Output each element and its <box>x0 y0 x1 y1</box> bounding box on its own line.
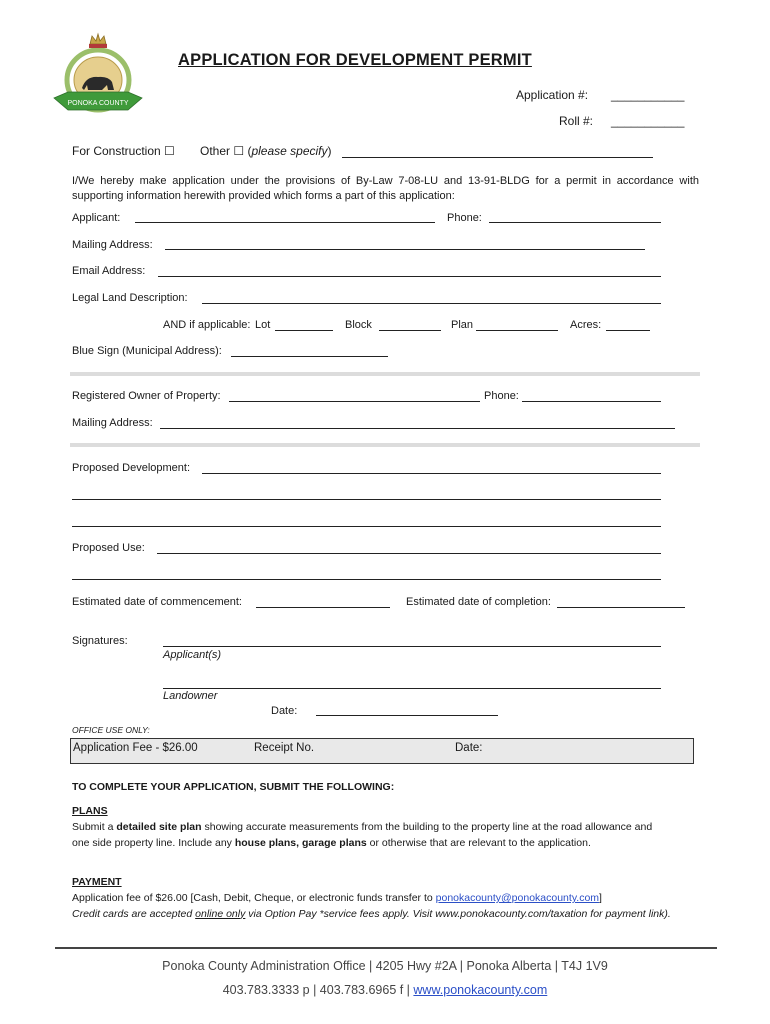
footer-phones: 403.783.3333 p | 403.783.6965 f | <box>222 983 414 997</box>
for-construction-label: For Construction <box>72 144 161 158</box>
section-divider <box>70 443 700 447</box>
other-label: Other <box>200 144 231 158</box>
plans-bold-house-plans: house plans, garage plans <box>234 836 367 849</box>
email-address-field[interactable] <box>158 276 661 277</box>
type-row <box>72 144 175 158</box>
payment-online-only: online only <box>195 907 246 920</box>
owner-phone-label: Phone: <box>484 390 519 402</box>
please-specify-text: please specify <box>251 144 328 158</box>
mailing-address-field[interactable] <box>165 249 645 250</box>
plan-label: Plan <box>451 319 474 331</box>
lot-label: Lot <box>255 319 271 331</box>
other-row <box>200 144 332 158</box>
office-date-label: Date: <box>455 742 483 754</box>
application-fee-text: Application Fee - $26.00 <box>73 742 198 754</box>
applicant-phone-field[interactable] <box>489 222 661 223</box>
application-number-field[interactable]: ___________ <box>611 88 685 102</box>
and-if-applicable-label: AND if applicable: <box>163 319 251 331</box>
instructions-heading: TO COMPLETE YOUR APPLICATION, SUBMIT THE FOLLOWING: <box>72 781 395 793</box>
applicant-field[interactable] <box>135 222 435 223</box>
intro-paragraph: I/We hereby make application under the provisions of By-Law 7-08-LU and 13-91-BLDG for a permit in accordance with supporting information herewith provided which forms a part of this application: <box>72 175 699 202</box>
block-field[interactable] <box>379 330 441 331</box>
blue-sign-label: Blue Sign (Municipal Address): <box>72 345 222 357</box>
landowner-signature-caption: Landowner <box>163 690 218 702</box>
applicant-signature-caption: Applicant(s) <box>163 649 222 661</box>
other-specify-line[interactable] <box>342 157 653 158</box>
signature-date-field[interactable] <box>316 715 498 716</box>
payment-text-2: ] <box>599 892 602 904</box>
legal-land-field[interactable] <box>202 303 661 304</box>
payment-text-1: Application fee of $26.00 [Cash, Debit, Cheque, or electronic funds transfer to <box>72 892 436 904</box>
payment-italic-2: via Option Pay *service fees apply. Visit www.ponokacounty.com/taxation for payment link). <box>245 907 671 920</box>
proposed-development-field[interactable] <box>202 473 661 474</box>
office-use-heading: OFFICE USE ONLY: <box>72 725 150 735</box>
block-label: Block <box>345 319 372 331</box>
proposed-use-label: Proposed Use: <box>72 542 145 554</box>
receipt-number-label: Receipt No. <box>254 742 315 754</box>
landowner-signature-line[interactable] <box>163 688 661 689</box>
footer-contact <box>0 983 770 997</box>
acres-field[interactable] <box>606 330 650 331</box>
signature-date-label: Date: <box>271 705 298 717</box>
payment-italic-1: Credit cards are accepted <box>72 907 196 920</box>
proposed-development-line-2[interactable] <box>72 499 661 500</box>
footer-address: Ponoka County Administration Office | 4205 Hwy #2A | Ponoka Alberta | T4J 1V9 <box>162 959 608 973</box>
roll-number-field[interactable]: ___________ <box>611 114 685 128</box>
specify-close-paren: ) <box>327 144 332 158</box>
proposed-use-field[interactable] <box>157 553 661 554</box>
proposed-development-label: Proposed Development: <box>72 462 191 474</box>
plans-text-1: Submit a <box>72 821 117 833</box>
plan-field[interactable] <box>476 330 558 331</box>
county-crest-logo <box>50 32 146 116</box>
signatures-label: Signatures: <box>72 635 128 647</box>
blue-sign-field[interactable] <box>231 356 388 357</box>
applicant-label: Applicant: <box>72 212 121 224</box>
logo-banner-text: PONOKA COUNTY <box>67 100 129 107</box>
completion-field[interactable] <box>557 607 685 608</box>
page-title: APPLICATION FOR DEVELOPMENT PERMIT <box>178 51 532 69</box>
lot-field[interactable] <box>275 330 333 331</box>
payment-heading: PAYMENT <box>72 876 122 888</box>
acres-label: Acres: <box>570 319 602 331</box>
other-checkbox[interactable]: ☐ <box>233 144 245 158</box>
owner-phone-field[interactable] <box>522 401 661 402</box>
owner-mailing-label: Mailing Address: <box>72 417 153 429</box>
payment-paragraph <box>72 891 672 922</box>
completion-label: Estimated date of completion: <box>406 596 551 608</box>
specify-open-paren: ( <box>247 144 252 158</box>
roll-number-label: Roll #: <box>559 114 594 128</box>
owner-mailing-field[interactable] <box>160 428 675 429</box>
legal-land-label: Legal Land Description: <box>72 292 188 304</box>
proposed-use-line-2[interactable] <box>72 579 661 580</box>
plans-paragraph <box>72 820 672 851</box>
office-use-box <box>70 738 694 764</box>
plans-heading: PLANS <box>72 805 108 817</box>
section-divider <box>70 372 700 376</box>
mailing-address-label: Mailing Address: <box>72 239 153 251</box>
plans-bold-site-plan: detailed site plan <box>116 821 202 833</box>
plans-text-3: or otherwise that are relevant to the application. <box>366 836 591 849</box>
email-address-label: Email Address: <box>72 265 146 277</box>
plans-text-2: showing accurate measurements from the building to the property line at the road allowance and one side property line. Include any <box>72 821 653 849</box>
application-number-label: Application #: <box>516 88 589 102</box>
construction-checkbox[interactable]: ☐ <box>164 144 175 158</box>
applicant-phone-label: Phone: <box>447 212 482 224</box>
applicant-signature-line[interactable] <box>163 646 661 647</box>
footer-rule <box>55 947 717 949</box>
registered-owner-field[interactable] <box>229 401 480 402</box>
footer-website-link[interactable]: www.ponokacounty.com <box>413 983 548 997</box>
commencement-field[interactable] <box>256 607 390 608</box>
commencement-label: Estimated date of commencement: <box>72 596 242 608</box>
registered-owner-label: Registered Owner of Property: <box>72 390 221 402</box>
proposed-development-line-3[interactable] <box>72 526 661 527</box>
payment-email-link[interactable]: ponokacounty@ponokacounty.com <box>435 892 600 904</box>
